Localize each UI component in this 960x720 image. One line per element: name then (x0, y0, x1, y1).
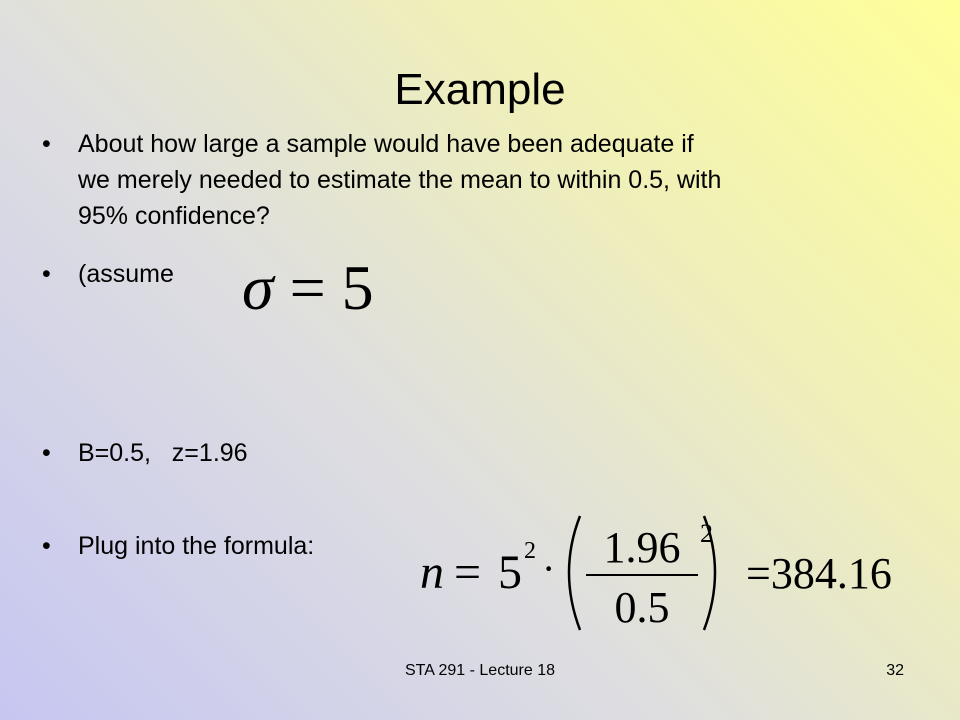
formula-numerator: 1.96 (603, 523, 681, 572)
formula-outer-exponent: 2 (700, 519, 713, 548)
sigma-equation (242, 248, 374, 328)
slide-title: Example (394, 65, 566, 114)
formula-result: =384.16 (746, 549, 892, 598)
bullet-marker: • (42, 439, 51, 467)
formula-denominator: 0.5 (614, 583, 670, 632)
formula-base-exponent: 2 (524, 538, 536, 564)
bullet-question-line-3: 95% confidence? (78, 202, 270, 230)
footer-page-number: 32 (886, 662, 904, 679)
bullet-marker: • (42, 260, 51, 288)
sigma-symbol: σ (242, 252, 274, 323)
formula-base: 5 (498, 546, 522, 599)
sample-size-formula (420, 510, 940, 640)
bullet-parameters-text: B=0.5, z=1.96 (78, 439, 248, 467)
formula-equals: = (454, 546, 482, 599)
formula-dot: · (542, 546, 556, 591)
bullet-marker: • (42, 532, 51, 560)
sigma-equals: = (289, 252, 326, 323)
bullet-marker: • (42, 130, 51, 158)
sigma-value: 5 (341, 252, 374, 323)
left-paren (569, 516, 580, 630)
bullet-question-line-1: About how large a sample would have been adequate if (78, 130, 694, 158)
bullet-question-text (78, 126, 721, 234)
formula-lhs: n (420, 546, 444, 599)
bullet-assume-text: (assume (78, 260, 174, 288)
bullet-question-line-2: we merely needed to estimate the mean to within 0.5, with (78, 166, 722, 194)
footer-course: STA 291 - Lecture 18 (404, 662, 555, 679)
formula-svg (420, 510, 940, 640)
bullet-plug-text: Plug into the formula: (78, 532, 315, 560)
